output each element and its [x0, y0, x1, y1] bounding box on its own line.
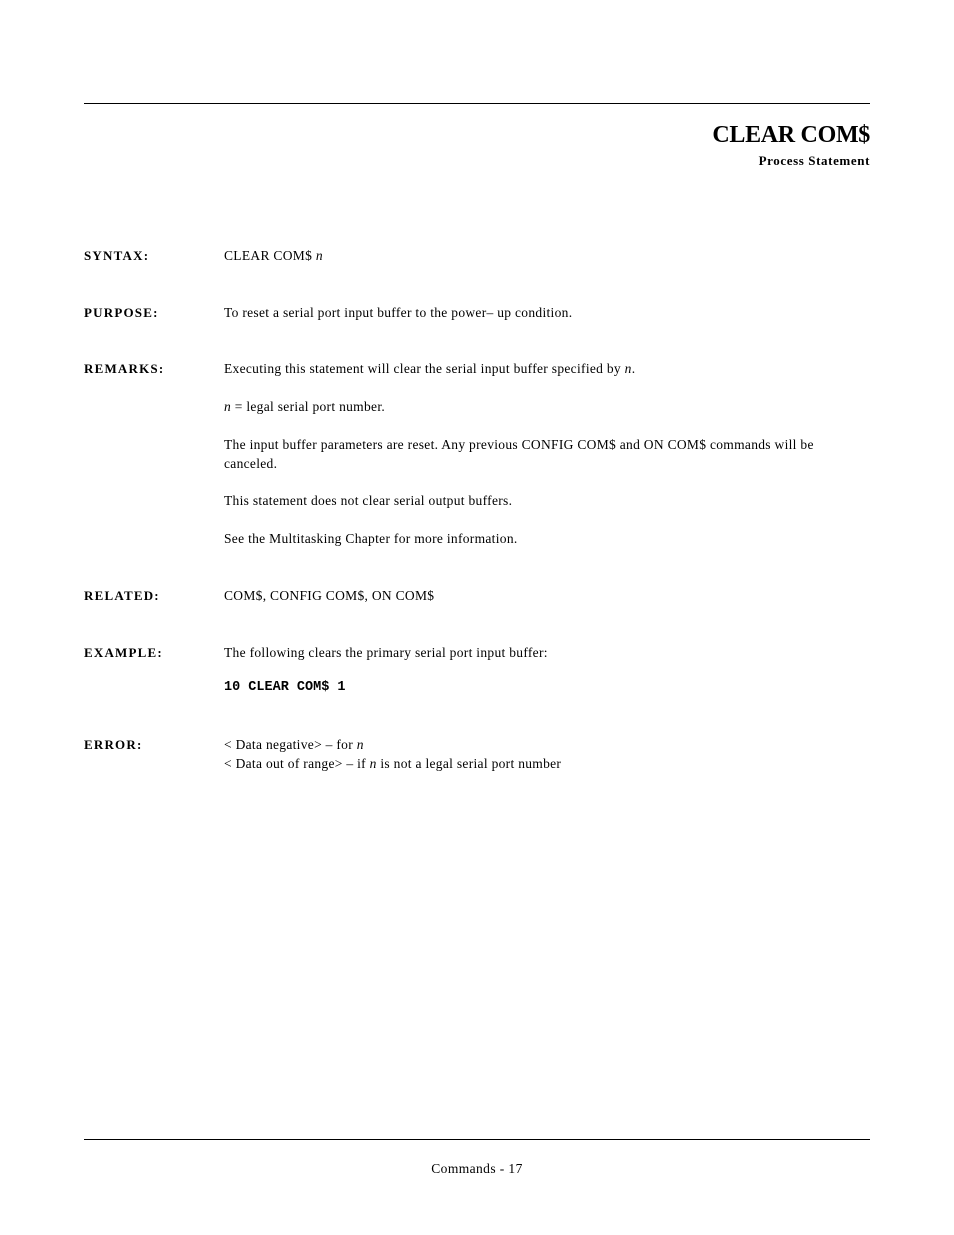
error-line2-text-b: is not a legal serial port number: [380, 756, 562, 771]
error-line2-param: n: [369, 756, 377, 771]
error-line-1: [224, 735, 364, 754]
purpose-label: PURPOSE:: [84, 305, 159, 320]
remarks-paragraph-4: This statement does not clear serial output buffers.: [224, 493, 513, 508]
syntax-label: SYNTAX:: [84, 248, 150, 263]
error-line1-text: < Data negative> – for: [224, 737, 354, 752]
page-title: CLEAR COM$: [712, 122, 870, 148]
example-code: 10 CLEAR COM$ 1: [224, 680, 346, 695]
syntax-command: CLEAR COM$: [224, 248, 313, 263]
purpose-text: To reset a serial port input buffer to the power– up condition.: [224, 305, 573, 320]
error-line-2: [224, 754, 561, 773]
error-label: ERROR:: [84, 737, 143, 752]
remarks-p1-end: .: [631, 361, 636, 376]
remarks-p2-param: n: [224, 399, 232, 414]
remarks-paragraph-5: See the Multitasking Chapter for more information.: [224, 531, 518, 546]
remarks-paragraph-3: The input buffer parameters are reset. Any previous CONFIG COM$ and ON COM$ commands will be canceled.: [224, 437, 814, 471]
error-line1-param: n: [356, 737, 364, 752]
syntax-text: [224, 246, 323, 265]
header-rule: [84, 103, 870, 104]
remarks-paragraph-1: [224, 359, 635, 378]
page-subtitle: Process Statement: [758, 153, 870, 168]
example-label: EXAMPLE:: [84, 645, 163, 660]
footer-rule: [84, 1139, 870, 1140]
page-number: Commands - 17: [431, 1161, 523, 1176]
remarks-p1-text: Executing this statement will clear the serial input buffer specified by: [224, 361, 621, 376]
related-text: COM$, CONFIG COM$, ON COM$: [224, 588, 435, 603]
remarks-label: REMARKS:: [84, 361, 165, 376]
remarks-p1-param: n: [624, 361, 632, 376]
remarks-paragraph-2: [224, 397, 385, 416]
syntax-param: n: [315, 248, 323, 263]
related-label: RELATED:: [84, 588, 160, 603]
error-line2-text-a: < Data out of range> – if: [224, 756, 366, 771]
example-text: The following clears the primary serial port input buffer:: [224, 645, 548, 660]
remarks-p2-text: = legal serial port number.: [234, 399, 386, 414]
